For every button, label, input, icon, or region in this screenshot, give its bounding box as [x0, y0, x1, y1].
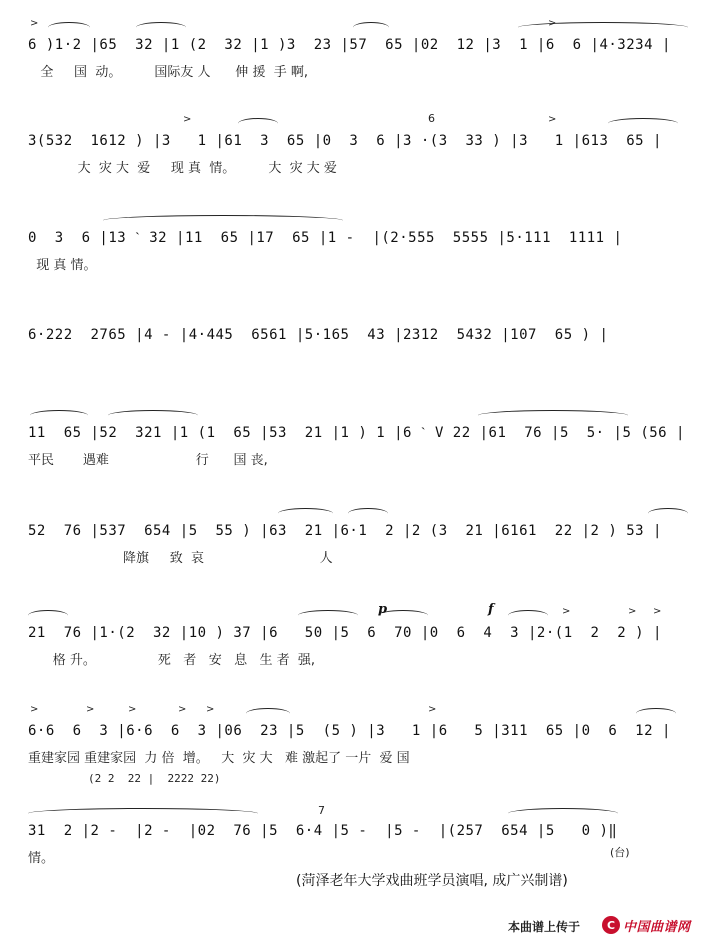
lyrics-line: 平民 遇难 行 国 丧,: [28, 453, 268, 468]
dynamic-marking: f: [488, 602, 494, 617]
lyrics-line: [28, 352, 688, 374]
notation-line: 0 3 6 |13 ˋ 32 |11 65 |17 65 |1 - |(2·555 5555 |5·111 1111 |: [28, 230, 623, 246]
logo-icon: C: [602, 916, 620, 934]
upload-text: 本曲谱上传于: [508, 920, 581, 934]
notation-line: 11 65 |52 321 |1 (1 65 |53 21 |1 ) 1 |6 ˋ V 22 |61 76 |5 5· |5 (56 |: [28, 425, 685, 441]
score-system-8: > > > > > > 6·6 6 3 |6·6 6 3 |06 23 |5 (5 ) |3 1 |6 5 |311 65 |0 6 12 | 重建家园 重建家园 力 倍 增。 大 灾 大 难 激起了 一片 爱 国: [28, 718, 688, 798]
lyrics-line: 情。: [28, 851, 55, 866]
score-system-7: p f > > > 21 76 |1·(2 32 |10 ) 37 |6 50 |5 6 70 |0 6 4 3 |2·(1 2 2 ) | 格 升。 死 者 安 息 生 者 强,: [28, 620, 688, 700]
notation-line: 6·222 2765 |4 - |4·445 6561 |5·165 43 |2312 5432 |107 65 ) |: [28, 327, 609, 343]
score-system-5: [28, 420, 688, 500]
notation-line: 6·6 6 3 |6·6 6 3 |06 23 |5 (5 ) |3 1 |6 5 |311 65 |0 6 12 |: [28, 723, 671, 739]
lyrics-line: 降旗 致 哀 人: [28, 551, 333, 566]
grace-note: 7: [318, 804, 325, 817]
credit-line: (菏泽老年大学戏曲班学员演唱, 成广兴制谱): [296, 873, 568, 889]
notation-line: 52 76 |537 654 |5 55 ) |63 21 |6·1 2 |2 (3 21 |6161 22 |2 ) 53 |: [28, 523, 662, 539]
footer: [0, 910, 709, 941]
lyrics-line: 现 真 情。: [28, 258, 97, 273]
logo-text: 中国曲谱网: [623, 919, 691, 935]
notation-line: 21 76 |1·(2 32 |10 ) 37 |6 50 |5 6 70 |0 6 4 3 |2·(1 2 2 ) |: [28, 625, 662, 641]
lyrics-line: 重建家园 重建家园 力 倍 增。 大 灾 大 难 激起了 一片 爱 国: [28, 751, 410, 766]
lyrics-line: 大 灾 大 爱 现 真 情。 大 灾 大 爱: [28, 161, 337, 176]
lyrics-line: 全 国 动。 国际友 人 伸 援 手 啊,: [28, 65, 308, 80]
upper-notation: (2 2 22 | 2222 22): [88, 772, 221, 785]
notation-line: 3(532 1612 ) |3 1 |61 3 65 |0 3 6 |3 ·(3 33 ) |3 1 |613 65 |: [28, 133, 662, 149]
tai-marking: (台): [610, 846, 630, 859]
dynamic-marking: p: [378, 602, 388, 617]
score-system-6: [28, 518, 688, 598]
score-system-1: > > 6 )1·2 |65 32 |1 (2 32 |1 )3 23 |57 65 |02 12 |3 1 |6 6 |4·3234 | 全 国 动。 国际友 人 伸 援 手 啊,: [28, 32, 688, 112]
notation-line: 31 2 |2 - |2 - |02 76 |5 6·4 |5 - |5 - |(257 654 |5 0 )‖: [28, 823, 618, 839]
score-system-4: [28, 322, 688, 402]
lyrics-line: 格 升。 死 者 安 息 生 者 强,: [28, 653, 316, 668]
site-logo[interactable]: [602, 914, 700, 936]
notation-line: 6 )1·2 |65 32 |1 (2 32 |1 )3 23 |57 65 |02 12 |3 1 |6 6 |4·3234 |: [28, 37, 671, 53]
grace-note: 6: [428, 112, 435, 125]
score-system-3: [28, 225, 688, 305]
score-system-2: > > 6 3(532 1612 ) |3 1 |61 3 65 |0 3 6 |3 ·(3 33 ) |3 1 |613 65 | 大 灾 大 爱 现 真 情。 大 灾 大 爱: [28, 128, 688, 208]
